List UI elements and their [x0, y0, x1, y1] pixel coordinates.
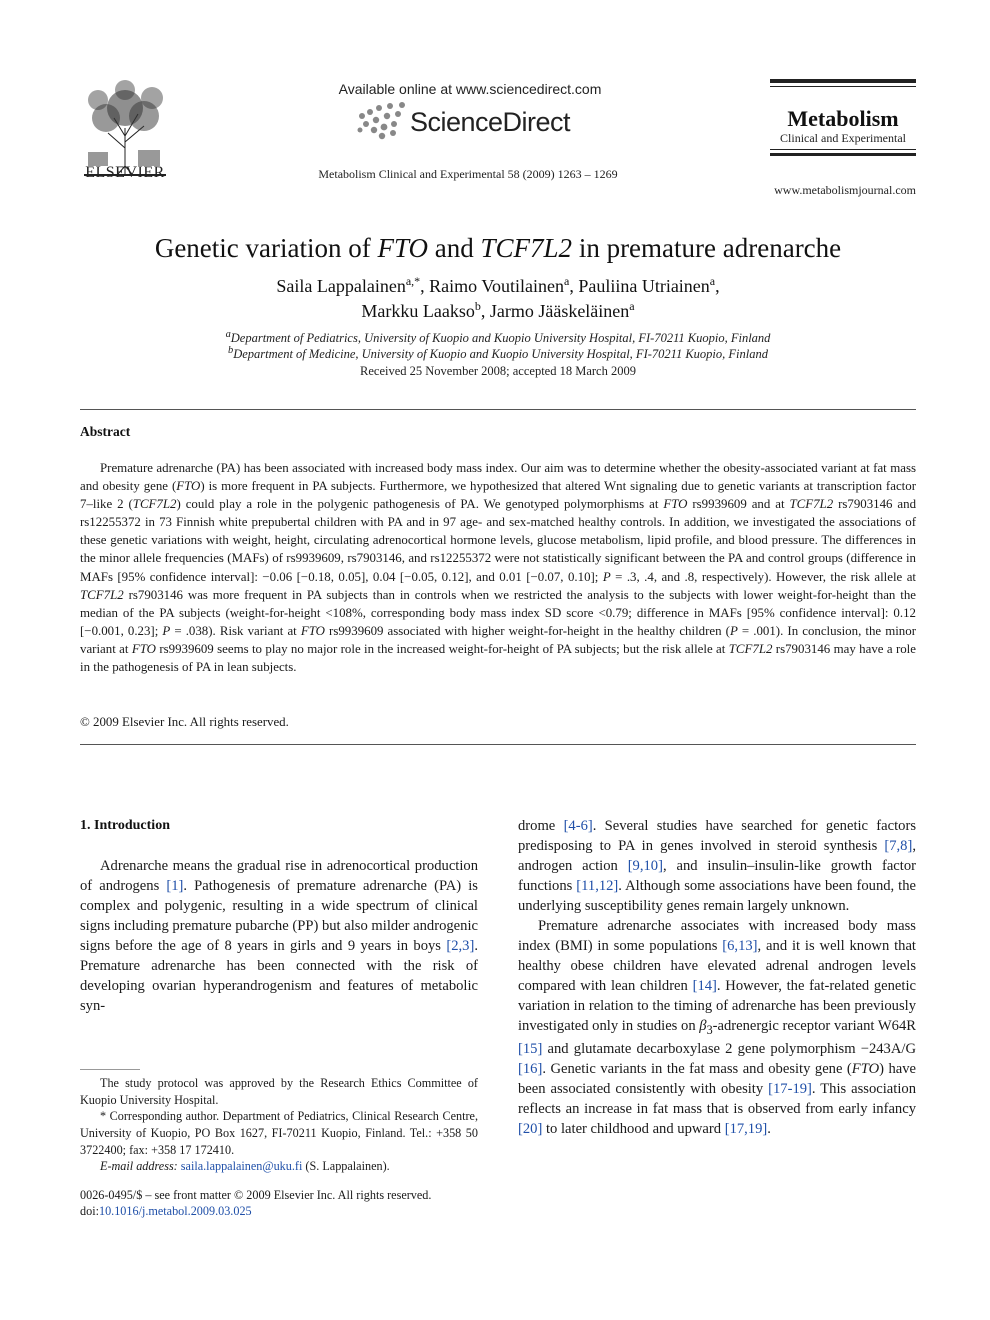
sciencedirect-wordmark[interactable]: ScienceDirect	[410, 107, 571, 137]
italic-term: TCF7L2	[132, 497, 177, 512]
publisher-name: ELSEVIER	[85, 164, 165, 181]
text-run: and glutamate decarboxylase 2 gene polymorphism −243A/G	[542, 1041, 916, 1058]
title-part: Genetic variation of	[154, 233, 378, 263]
journal-rule	[770, 149, 916, 150]
italic-term: TCF7L2	[728, 641, 773, 656]
italic-term: P	[602, 569, 611, 584]
author-name: Saila Lappalainen	[276, 276, 406, 296]
reference-link[interactable]: [9,10]	[627, 857, 663, 874]
author-list	[80, 299, 916, 322]
abstract-top-rule	[80, 409, 916, 410]
journal-citation: Metabolism Clinical and Experimental 58 (2009) 1263 – 1269	[318, 167, 618, 181]
text-run: . This association reflects an increase in fat mass that is observed from early infancy	[518, 1081, 916, 1118]
text-run: . Genetic variants in the fat mass and obesity gene (	[542, 1061, 852, 1078]
italic-term: P	[729, 623, 738, 638]
reference-link[interactable]: [4-6]	[563, 818, 593, 834]
title-part: and	[428, 233, 481, 263]
reference-link[interactable]: [14]	[692, 977, 717, 994]
author-name: Pauliina Utriainen	[578, 276, 710, 296]
author-list	[80, 274, 916, 297]
reference-link[interactable]: [6,13]	[722, 937, 758, 954]
reference-link[interactable]: [16]	[518, 1061, 543, 1078]
front-matter-note: 0026-0495/$ – see front matter © 2009 Elsevier Inc. All rights reserved.	[80, 1188, 432, 1202]
article-title	[80, 233, 916, 264]
text-run: drome	[518, 818, 564, 834]
text-run: -adrenergic receptor variant W64R	[712, 1017, 916, 1034]
text-run: rs7903146 was more frequent in PA subjects than in controls when we restricted the analysis to the subjects with lower weight-for-height than the median of the PA subjects (weight-for-height <108%, corresponding body mass index SD score <0.79; difference in MAFs [95% confidence interval]: 0.12 [−0.001, 0.23];	[80, 587, 916, 638]
text-run: ) have been associated consistently with obesity	[518, 1061, 917, 1098]
reference-link[interactable]: [11,12]	[576, 877, 619, 894]
affiliation-mark: b	[228, 345, 234, 356]
available-online-text[interactable]: Available online at www.sciencedirect.com	[338, 81, 602, 97]
doi-prefix: doi:	[80, 1204, 99, 1218]
section-heading-introduction: 1. Introduction	[80, 818, 170, 833]
author-separator: ,	[569, 276, 579, 296]
reference-link[interactable]: [1]	[166, 877, 184, 894]
footnote-rule	[80, 1069, 140, 1070]
abstract-heading: Abstract	[80, 424, 131, 439]
email-suffix: (S. Lappalainen).	[302, 1159, 390, 1173]
text-run: . However, the fat-related genetic variation in relation to the timing of adrenarche has been previously investigated only in studies on	[518, 977, 916, 1034]
affiliation-text: Department of Medicine, University of Kuopio and Kuopio University Hospital, FI-70211 Kuopio, Finland	[233, 347, 768, 362]
subscript: 3	[706, 1022, 713, 1037]
text-run: . Although some associations have been found, the underlying susceptibility genes remain largely unknown.	[518, 877, 916, 914]
author-name: Raimo Voutilainen	[429, 276, 564, 296]
text-run: rs9939609 and at	[687, 497, 790, 512]
text-run: rs9939609 associated with higher weight-for-height in the healthy children (	[324, 623, 730, 638]
intro-left-column	[80, 857, 478, 1017]
italic-term: FTO	[131, 641, 156, 656]
italic-term: β	[699, 1017, 707, 1034]
journal-subtitle: Clinical and Experimental	[780, 131, 906, 145]
footnote-corresponding-author: * Corresponding author. Department of Pediatrics, Clinical Research Centre, University of Kuopio, PO Box 1627, FI-70211 Kuopio, Finland. Tel.: +358 50 3722400; fax: +358 17 172410.	[80, 1109, 478, 1157]
text-run: . Several studies have searched for genetic factors predisposing to PA in genes involved in steroid synthesis	[518, 818, 917, 854]
email-link[interactable]: saila.lappalainen@uku.fi	[180, 1159, 303, 1173]
italic-term: FTO	[300, 623, 325, 638]
text-run: Premature adrenarche (PA) has been associated with increased body mass index. Our aim was to determine whether the obesity-associated variant at fat mass and obesity gene (	[80, 461, 916, 494]
reference-link[interactable]: [15]	[518, 1041, 543, 1058]
intro-paragraph	[518, 817, 916, 917]
doi-line	[80, 1204, 252, 1219]
email-label: E-mail address:	[100, 1159, 178, 1173]
text-run: = .038). Risk variant at	[170, 623, 301, 638]
doi-link[interactable]: 10.1016/j.metabol.2009.03.025	[98, 1204, 252, 1218]
text-run: rs9939609 seems to play no major role in the increased weight-for-height of PA subjects; but the risk allele at	[155, 641, 729, 656]
author-affiliation-mark: b	[474, 299, 481, 313]
author-separator: ,	[420, 276, 430, 296]
journal-title: Metabolism	[787, 106, 899, 131]
text-run: , androgen action	[518, 837, 916, 874]
italic-term: FTO	[663, 497, 688, 512]
text-run: rs7903146 and rs12255372 in 73 Finnish white prepubertal children with PA and in 97 age- and sex-matched healthy controls. In addition, we investigated the associations of these genetic variations with weight, height, circulating adrenocortical hormone levels, glucose metabolism, lipid profile, and blood pressure. The differences in the minor allele frequencies (MAFs) of rs9939609, rs7903146, and rs12255372 were not statistically significant between the PA and control groups (difference in MAFs [95% confidence interval]: −0.06 [−0.18, 0.05], 0.04 [−0.05, 0.12], and 0.01 [−0.07, 0.10];	[80, 497, 917, 584]
affiliation-mark: a	[225, 329, 231, 340]
text-run: ) is more frequent in PA subjects. Furthermore, we hypothesized that altered Wnt signaling due to genetic variants at transcription factor 7–like 2 (	[80, 479, 916, 512]
text-run: .	[767, 1121, 771, 1138]
intro-paragraph	[518, 917, 916, 1140]
journal-rule	[770, 86, 916, 87]
journal-url-link[interactable]: www.metabolismjournal.com	[774, 183, 916, 197]
footnote-ethics: The study protocol was approved by the Research Ethics Committee of Kuopio University Hospital.	[80, 1076, 478, 1107]
abstract-bottom-rule	[80, 744, 916, 745]
reference-link[interactable]: [2,3]	[446, 937, 475, 954]
italic-term: FTO	[851, 1061, 880, 1078]
author-name: Markku Laakso	[361, 301, 475, 321]
reference-link[interactable]: [17-19]	[768, 1081, 812, 1098]
text-run: = .3, .4, and .8, respectively). However, the risk allele at	[610, 569, 916, 584]
title-gene-fto: FTO	[377, 233, 429, 263]
author-affiliation-mark: a,*	[405, 274, 421, 288]
affiliation-a	[80, 329, 916, 346]
journal-rule	[770, 153, 916, 156]
author-affiliation-mark: a	[709, 274, 716, 288]
reference-link[interactable]: [20]	[518, 1121, 543, 1138]
text-run: = .001). In conclusion, the minor variant at	[80, 623, 916, 656]
author-name: Jarmo Jääskeläinen	[489, 301, 630, 321]
text-run: Adrenarche means the gradual rise in adrenocortical production of androgens	[80, 858, 478, 894]
text-run: ) could play a role in the polygenic pathogenesis of PA. We genotyped polymorphisms at	[176, 497, 664, 512]
title-gene-tcf7l2: TCF7L2	[480, 233, 573, 263]
author-affiliation-mark: a	[564, 274, 570, 288]
text-run: , and insulin–insulin-like growth factor functions	[518, 857, 916, 894]
journal-rule	[770, 79, 916, 83]
author-separator: ,	[480, 301, 490, 321]
abstract-text	[80, 459, 916, 676]
italic-term: P	[162, 623, 171, 638]
italic-term: TCF7L2	[80, 587, 124, 602]
title-part: in premature adrenarche	[572, 233, 842, 263]
text-run: . Premature adrenarche has been connected with the risk of developing ovarian hyperandrogenism and features of metabolic syn-	[80, 937, 478, 1014]
text-run: to later childhood and upward	[542, 1121, 725, 1138]
reference-link[interactable]: [7,8]	[884, 837, 913, 854]
affiliation-text: Department of Pediatrics, University of Kuopio and Kuopio University Hospital, FI-70211 Kuopio, Finland	[230, 331, 771, 346]
italic-term: FTO	[176, 479, 201, 494]
text-run: . Pathogenesis of premature adrenarche (PA) is complex and polygenic, resulting in a wide spectrum of clinical signs including premature pubarche (PP) but also milder androgenic signs before the age of 8 years in girls and 9 years in boys	[80, 877, 478, 954]
text-run: rs7903146 may have a role in the pathogenesis of PA in lean subjects.	[80, 641, 916, 675]
affiliation-b	[80, 345, 916, 362]
reference-link[interactable]: [17,19]	[724, 1121, 768, 1138]
text-run: Premature adrenarche associates with increased body mass index (BMI) in some populations	[518, 917, 916, 954]
italic-term: TCF7L2	[789, 497, 834, 512]
abstract-copyright: © 2009 Elsevier Inc. All rights reserved.	[80, 715, 289, 729]
author-affiliation-mark: a	[629, 299, 635, 313]
author-separator: ,	[715, 276, 720, 296]
text-run: , and it is well known that healthy obese children have elevated adrenal androgen levels compared with lean children	[518, 937, 916, 994]
intro-right-column	[518, 817, 916, 1140]
footnote-email	[80, 1158, 478, 1175]
received-dates: Received 25 November 2008; accepted 18 March 2009	[360, 364, 636, 378]
